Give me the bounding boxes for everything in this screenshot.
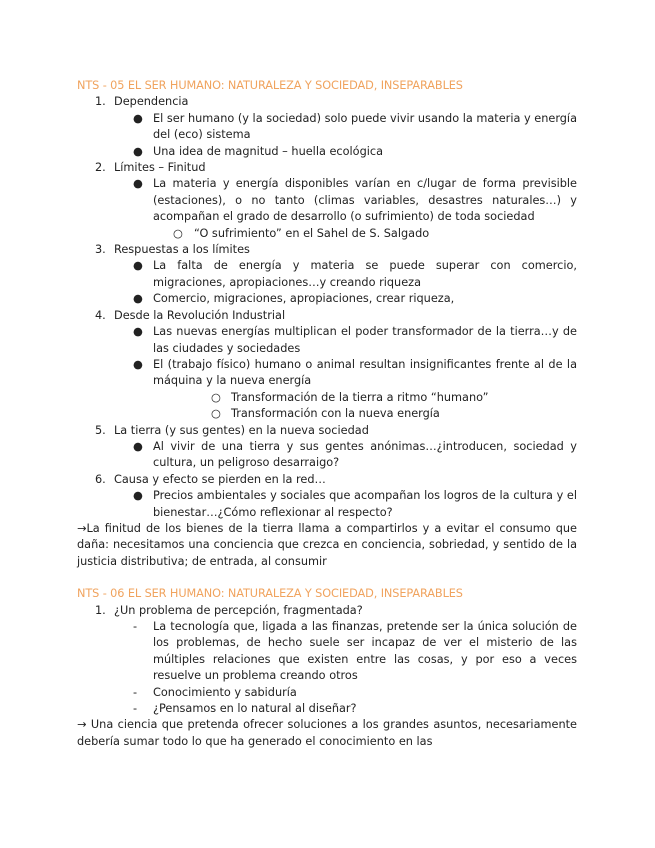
item-number: 1. (95, 95, 106, 109)
bullet-list (114, 619, 577, 717)
item-number: 2. (95, 161, 106, 175)
item-title: Límites – Finitud (114, 161, 206, 175)
bullet-marker: ● (133, 111, 143, 125)
item-number: 4. (95, 308, 106, 322)
section1-list (77, 94, 577, 521)
bullet-list (114, 439, 577, 472)
bullet-item (114, 291, 577, 307)
item-number: 3. (95, 243, 106, 257)
bullet-list (114, 258, 577, 307)
bullet-list (114, 488, 577, 521)
bullet-item (114, 111, 577, 144)
item-title: ¿Un problema de percepción, fragmentada? (114, 603, 363, 617)
bullet-text: El (trabajo físico) humano o animal resultan insignificantes frente al de la máquina y la nueva energía (153, 357, 577, 388)
bullet-text: La tecnología que, ligada a las finanzas, pretende ser la única solución de los problemas, de hecho suele ser incapaz de ver el misterio de las múltiples relaciones que existen entre las cosas, y por eso a veces resuelve un problema creando otros (153, 620, 577, 683)
bullet-marker: ● (133, 325, 143, 339)
list-item (77, 603, 577, 718)
bullet-list (114, 324, 577, 422)
bullet-item (114, 176, 577, 225)
bullet-item (114, 357, 577, 390)
bullet-item (114, 619, 577, 685)
sub-bullet-item (114, 226, 577, 242)
bullet-item (114, 488, 577, 521)
list-item (77, 472, 577, 521)
section1-heading: NTS - 05 EL SER HUMANO: NATURALEZA Y SOCIEDAD, INSEPARABLES (77, 79, 463, 92)
sub-bullet-text: Transformación con la nueva energía (231, 407, 440, 421)
bullet-item (114, 701, 577, 717)
item-title: La tierra (y sus gentes) en la nueva sociedad (114, 423, 369, 437)
bullet-item (114, 144, 577, 160)
circle-marker: ○ (211, 407, 221, 421)
sub-bullet-item (114, 390, 577, 406)
bullet-marker: ● (133, 489, 143, 503)
bullet-text: Una idea de magnitud – huella ecológica (153, 144, 384, 158)
list-item (77, 308, 577, 423)
item-number: 1. (95, 603, 106, 617)
bullet-text: La materia y energía disponibles varían en c/lugar de forma previsible (estaciones), o no tanto (climas variables, desastres naturales…) y acompañan el grado de desarrollo (o sufrimiento) de toda sociedad (153, 177, 577, 224)
bullet-item (114, 324, 577, 357)
list-item (77, 94, 577, 160)
bullet-text: La falta de energía y materia se puede superar con comercio, migraciones, apropiaciones…y creando riqueza (153, 259, 577, 289)
bullet-marker: ● (133, 292, 143, 306)
item-number: 6. (95, 472, 106, 486)
bullet-list (114, 176, 577, 242)
section2-list (77, 603, 577, 718)
list-item (77, 242, 577, 308)
sub-bullet-list (114, 226, 577, 242)
item-title: Causa y efecto se pierden en la red… (114, 472, 326, 486)
document-page (77, 78, 577, 750)
bullet-text: Al vivir de una tierra y sus gentes anónimas…¿introducen, sociedad y cultura, un peligroso desarraigo? (153, 439, 577, 470)
list-item (77, 160, 577, 242)
bullet-text: Conocimiento y sabiduría (153, 685, 297, 699)
dash-marker: - (133, 702, 138, 716)
bullet-item (114, 439, 577, 472)
sub-bullet-item (114, 406, 577, 422)
dash-marker: - (133, 685, 138, 699)
item-title: Desde la Revolución Industrial (114, 308, 286, 322)
circle-marker: ○ (211, 390, 221, 404)
bullet-marker: ● (133, 144, 143, 158)
bullet-text: Comercio, migraciones, apropiaciones, crear riqueza, (153, 292, 455, 306)
bullet-text: ¿Pensamos en lo natural al diseñar? (153, 702, 357, 716)
circle-marker: ○ (173, 226, 183, 240)
sub-bullet-list (114, 390, 577, 423)
sub-bullet-text: Transformación de la tierra a ritmo “humano” (231, 390, 489, 404)
bullet-marker: ● (133, 177, 143, 191)
item-title: Dependencia (114, 95, 189, 109)
item-title: Respuestas a los límites (114, 243, 250, 257)
section2-heading: NTS - 06 EL SER HUMANO: NATURALEZA Y SOCIEDAD, INSEPARABLES (77, 587, 463, 601)
bullet-text: El ser humano (y la sociedad) solo puede vivir usando la materia y energía del (eco) sistema (153, 111, 577, 142)
bullet-item (114, 258, 577, 291)
sub-bullet-text: “O sufrimiento” en el Sahel de S. Salgado (194, 226, 430, 240)
bullet-marker: ● (133, 439, 143, 453)
bullet-marker: ● (133, 357, 143, 371)
list-item (77, 423, 577, 472)
bullet-text: Precios ambientales y sociales que acompañan los logros de la cultura y el bienestar…¿Cómo reflexionar al respecto? (153, 489, 577, 519)
item-number: 5. (95, 423, 106, 437)
bullet-text: Las nuevas energías multiplican el poder transformador de la tierra…y de las ciudades y sociedades (153, 325, 577, 355)
bullet-marker: ● (133, 259, 143, 273)
dash-marker: - (133, 620, 138, 633)
bullet-list (114, 111, 577, 160)
bullet-item (114, 685, 577, 701)
section2-conclusion: → Una ciencia que pretenda ofrecer soluciones a los grandes asuntos, necesariamente debería sumar todo lo que ha generado el conocimiento en las (77, 718, 577, 748)
section1-conclusion: →La finitud de los bienes de la tierra llama a compartirlos y a evitar el consumo que daña: necesitamos una conciencia que crezca en conciencia, sobriedad, y sentido de la justicia distributiva; de entrada, al consumir (77, 521, 577, 568)
